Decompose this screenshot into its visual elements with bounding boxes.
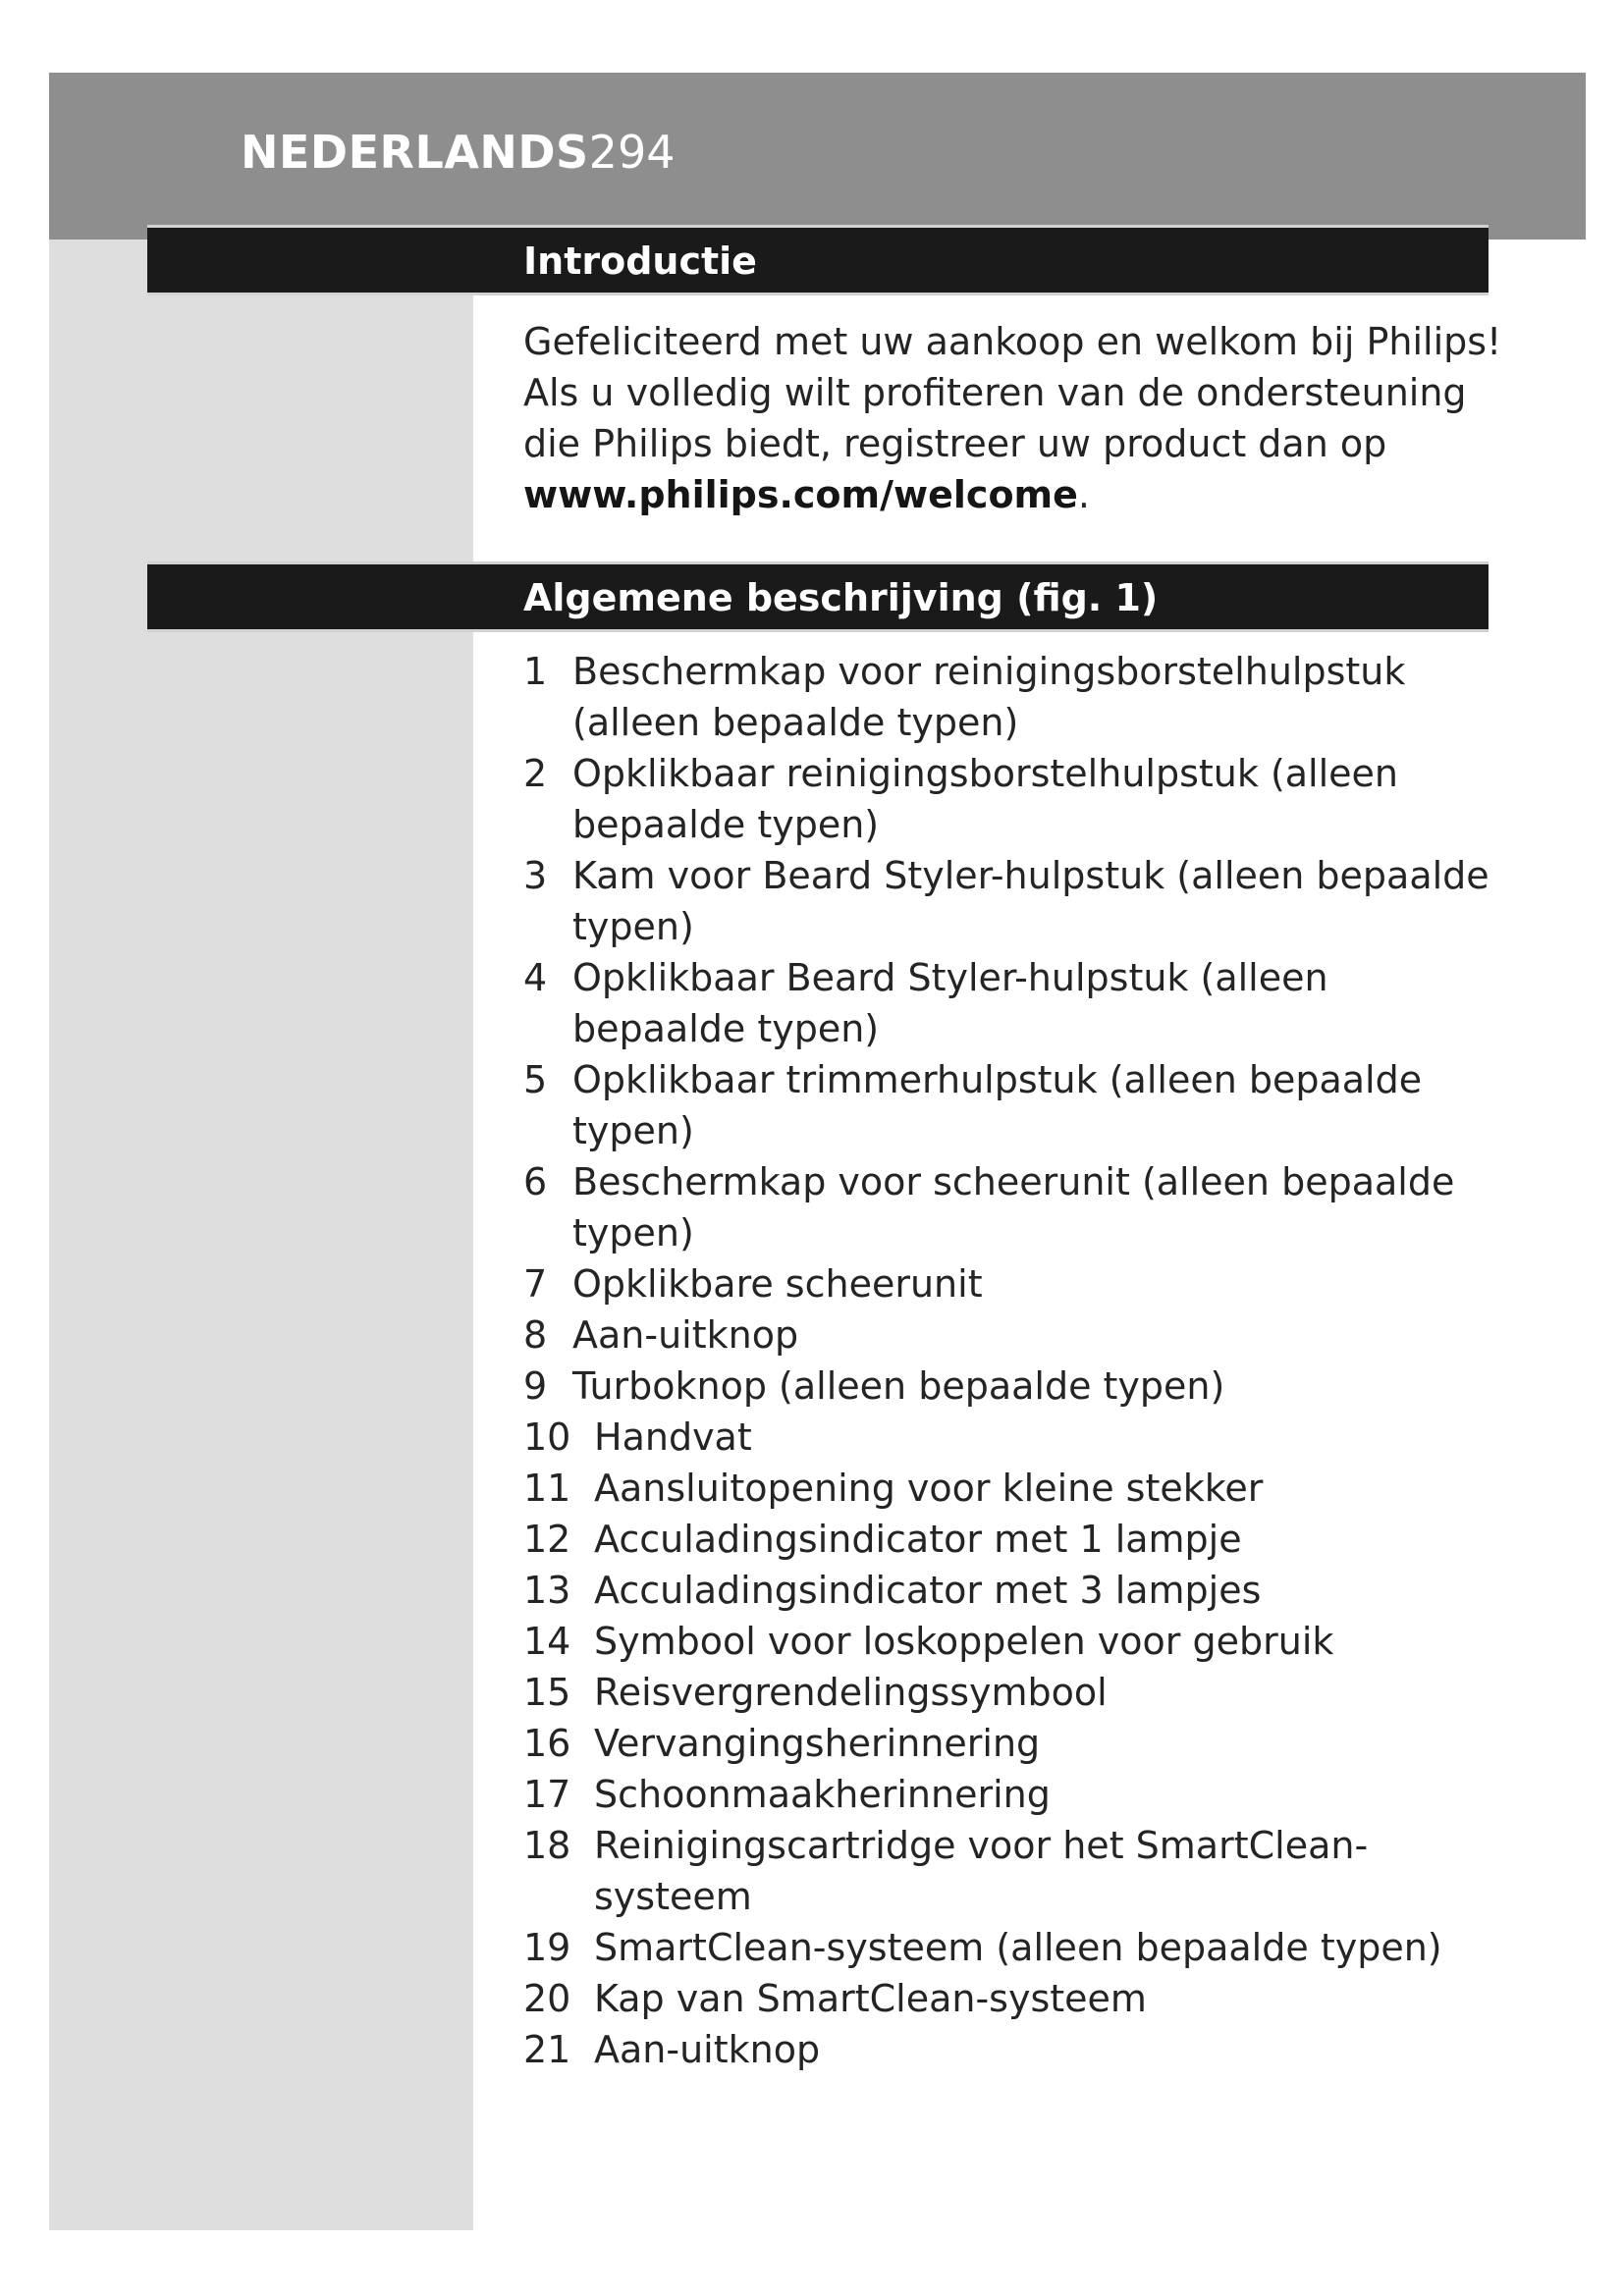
list-item-text: SmartClean-systeem (alleen bepaalde typen): [594, 1926, 1442, 1969]
list-item-text: Handvat: [594, 1415, 752, 1459]
list-item-text: Opklikbare scheerunit: [572, 1262, 983, 1306]
list-item: [523, 646, 1505, 748]
list-item-number: 17: [523, 1773, 571, 1816]
list-item: [523, 1565, 1505, 1616]
list-item-text: Symbool voor loskoppelen voor gebruik: [594, 1620, 1334, 1663]
list-item-number: 4: [523, 956, 548, 999]
list-item: [523, 1412, 1505, 1463]
list-item-text: Opklikbaar Beard Styler-hulpstuk (alleen bepaalde typen): [572, 956, 1328, 1050]
list-item: [523, 1463, 1505, 1514]
intro-text-end: .: [1077, 473, 1091, 516]
section-bar-intro: [147, 228, 1489, 293]
list-item-number: 2: [523, 752, 548, 795]
page-header: [241, 126, 675, 179]
list-item-text: Aan-uitknop: [572, 1313, 799, 1357]
list-item: [523, 1718, 1505, 1769]
list-item: [523, 1973, 1505, 2024]
list-item-text: Vervangingsherinnering: [594, 1722, 1041, 1765]
list-item: [523, 748, 1505, 850]
list-item: [523, 1054, 1505, 1156]
list-item: [523, 1514, 1505, 1565]
intro-text: Gefeliciteerd met uw aankoop en welkom bij Philips! Als u volledig wilt profiteren van de ondersteuning die Philips biedt, registreer uw product dan op: [523, 320, 1502, 465]
list-item-text: Kap van SmartClean-systeem: [594, 1977, 1147, 2020]
list-item-number: 8: [523, 1313, 548, 1357]
list-item-number: 13: [523, 1569, 571, 1612]
list-item-number: 11: [523, 1467, 571, 1510]
list-item: [523, 1309, 1505, 1361]
list-item: [523, 1616, 1505, 1667]
list-item: [523, 1922, 1505, 1973]
list-item: [523, 1156, 1505, 1258]
welcome-link[interactable]: www.philips.com/welcome: [523, 473, 1078, 516]
parts-list: [523, 646, 1505, 2075]
list-item-text: Turboknop (alleen bepaalde typen): [572, 1364, 1225, 1408]
list-item-number: 14: [523, 1620, 571, 1663]
list-item-number: 21: [523, 2028, 571, 2071]
section-title-description: Algemene beschrijving (fig. 1): [523, 576, 1159, 619]
list-item-number: 3: [523, 854, 548, 897]
list-item: [523, 1258, 1505, 1309]
list-item-text: Kam voor Beard Styler-hulpstuk (alleen bepaalde typen): [572, 854, 1489, 948]
list-item-number: 12: [523, 1518, 571, 1561]
list-item: [523, 850, 1505, 952]
list-item-text: Schoonmaakherinnering: [594, 1773, 1051, 1816]
list-item-number: 9: [523, 1364, 548, 1408]
list-item: [523, 952, 1505, 1054]
list-item-number: 5: [523, 1058, 548, 1101]
list-item-number: 16: [523, 1722, 571, 1765]
list-item: [523, 1820, 1505, 1922]
list-item-text: Beschermkap voor scheerunit (alleen bepaalde typen): [572, 1160, 1455, 1255]
list-item-number: 18: [523, 1824, 571, 1867]
page-number: 294: [588, 126, 676, 179]
list-item: [523, 1667, 1505, 1718]
section-title-intro: Introductie: [523, 240, 757, 283]
list-item-text: Aansluitopening voor kleine stekker: [594, 1467, 1264, 1510]
list-item-text: Acculadingsindicator met 3 lampjes: [594, 1569, 1262, 1612]
list-item: [523, 1361, 1505, 1412]
list-item-number: 6: [523, 1160, 548, 1203]
side-margin-strip: [49, 240, 473, 2230]
list-item-number: 20: [523, 1977, 571, 2020]
list-item: [523, 1769, 1505, 1820]
list-item: [523, 2024, 1505, 2075]
list-item-number: 7: [523, 1262, 548, 1306]
language-title: NEDERLANDS: [241, 126, 589, 179]
intro-paragraph: [523, 316, 1505, 520]
list-item-number: 15: [523, 1671, 571, 1714]
list-item-text: Beschermkap voor reinigingsborstelhulpstuk (alleen bepaalde typen): [572, 650, 1406, 744]
list-item-text: Opklikbaar trimmerhulpstuk (alleen bepaalde typen): [572, 1058, 1423, 1152]
section-bar-description: [147, 564, 1489, 629]
list-item-text: Opklikbaar reinigingsborstelhulpstuk (alleen bepaalde typen): [572, 752, 1399, 846]
list-item-text: Aan-uitknop: [594, 2028, 821, 2071]
list-item-text: Reinigingscartridge voor het SmartClean-systeem: [594, 1824, 1369, 1918]
list-item-number: 10: [523, 1415, 571, 1459]
list-item-text: Reisvergrendelingssymbool: [594, 1671, 1108, 1714]
list-item-text: Acculadingsindicator met 1 lampje: [594, 1518, 1242, 1561]
list-item-number: 19: [523, 1926, 571, 1969]
list-item-number: 1: [523, 650, 548, 693]
